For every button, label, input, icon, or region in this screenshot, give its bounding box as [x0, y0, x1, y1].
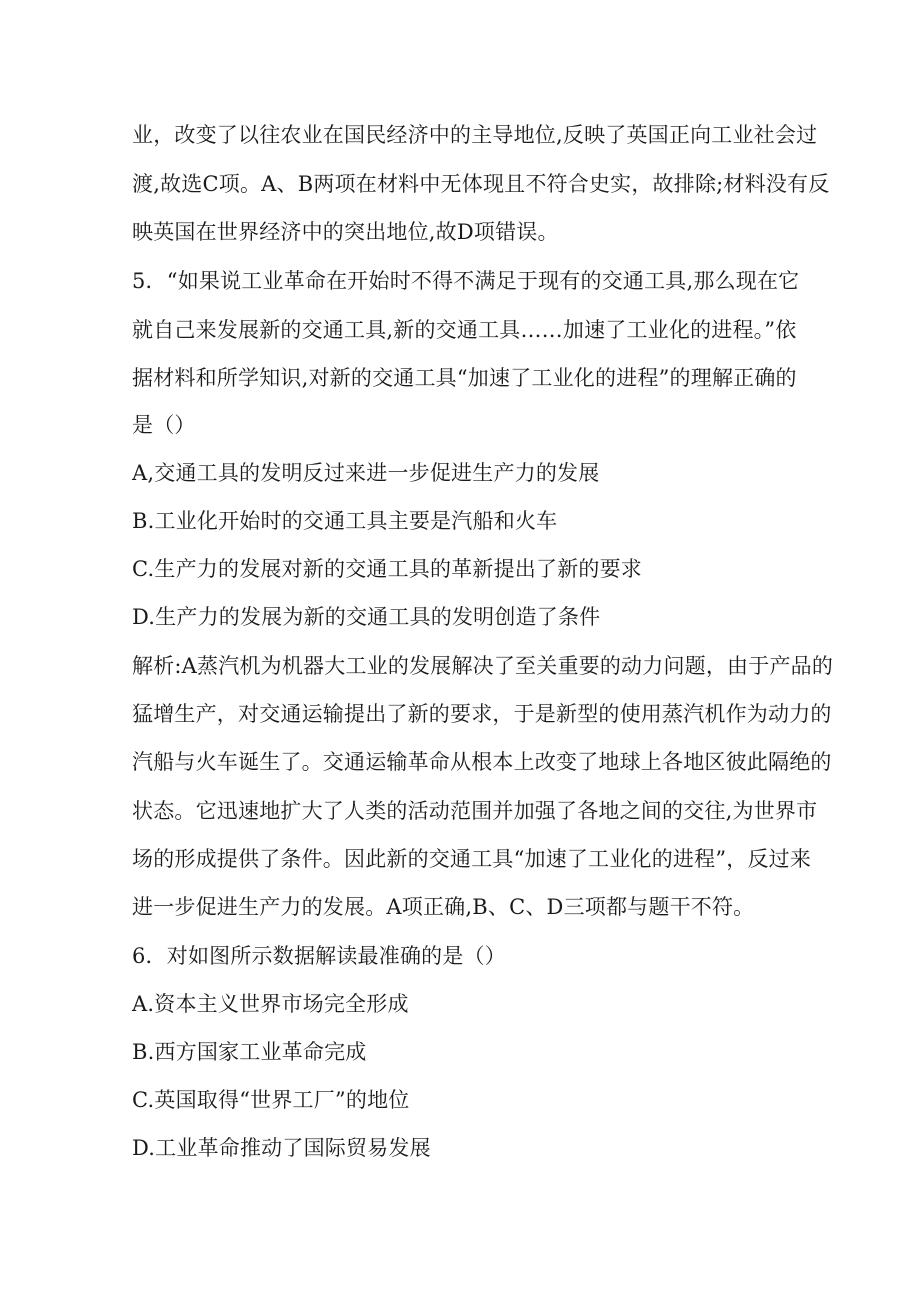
text-line: 业，改变了以往农业在国民经济中的主导地位,反映了英国正向工业社会过 — [132, 123, 818, 147]
text-line: 渡,故选C项。A、B两项在材料中无体现且不符合史实，故排除;材料没有反 — [132, 172, 830, 196]
option-b: B.西方国家工业革命完成 — [132, 1040, 367, 1064]
text-line: 就自己来发展新的交通工具,新的交通工具……加速了工业化的进程。”依 — [132, 318, 797, 342]
text-line: 是（） — [132, 413, 196, 437]
text-line: 映英国在世界经济中的突出地位,故D项错误。 — [132, 220, 559, 244]
option-b: B.工业化开始时的交通工具主要是汽船和火车 — [132, 509, 558, 533]
analysis-line: 场的形成提供了条件。因此新的交通工具“加速了工业化的进程”，反过来 — [132, 847, 812, 871]
analysis-line: 猛增生产，对交通运输提出了新的要求，于是新型的使用蒸汽机作为动力的 — [132, 702, 832, 726]
option-a: A,交通工具的发明反过来进一步促进生产力的发展 — [132, 461, 600, 485]
analysis-line: 状态。它迅速地扩大了人类的活动范围并加强了各地之间的交往,为世界市 — [132, 799, 818, 823]
option-c: C.英国取得“世界工厂”的地位 — [132, 1088, 410, 1112]
option-d: D.工业革命推动了国际贸易发展 — [132, 1136, 431, 1160]
analysis-line: 汽船与火车诞生了。交通运输革命从根本上改变了地球上各地区彼此隔绝的 — [132, 750, 832, 774]
option-a: A.资本主义世界市场完全形成 — [132, 992, 409, 1016]
question-6-stem: 6．对如图所示数据解读最准确的是（） — [132, 944, 506, 968]
question-5-stem: 5．“如果说工业革命在开始时不得不满足于现有的交通工具,那么现在它 — [132, 269, 800, 293]
option-c: C.生产力的发展对新的交通工具的革新提出了新的要求 — [132, 557, 642, 581]
analysis-line: 解析:A蒸汽机为机器大工业的发展解决了至关重要的动力问题，由于产品的 — [132, 654, 834, 678]
option-d: D.生产力的发展为新的交通工具的发明创造了条件 — [132, 605, 601, 629]
text-line: 据材料和所学知识,对新的交通工具“加速了工业化的进程”的理解正确的 — [132, 366, 797, 390]
analysis-line: 进一步促进生产力的发展。A项正确,B、C、D三项都与题干不符。 — [132, 895, 755, 919]
